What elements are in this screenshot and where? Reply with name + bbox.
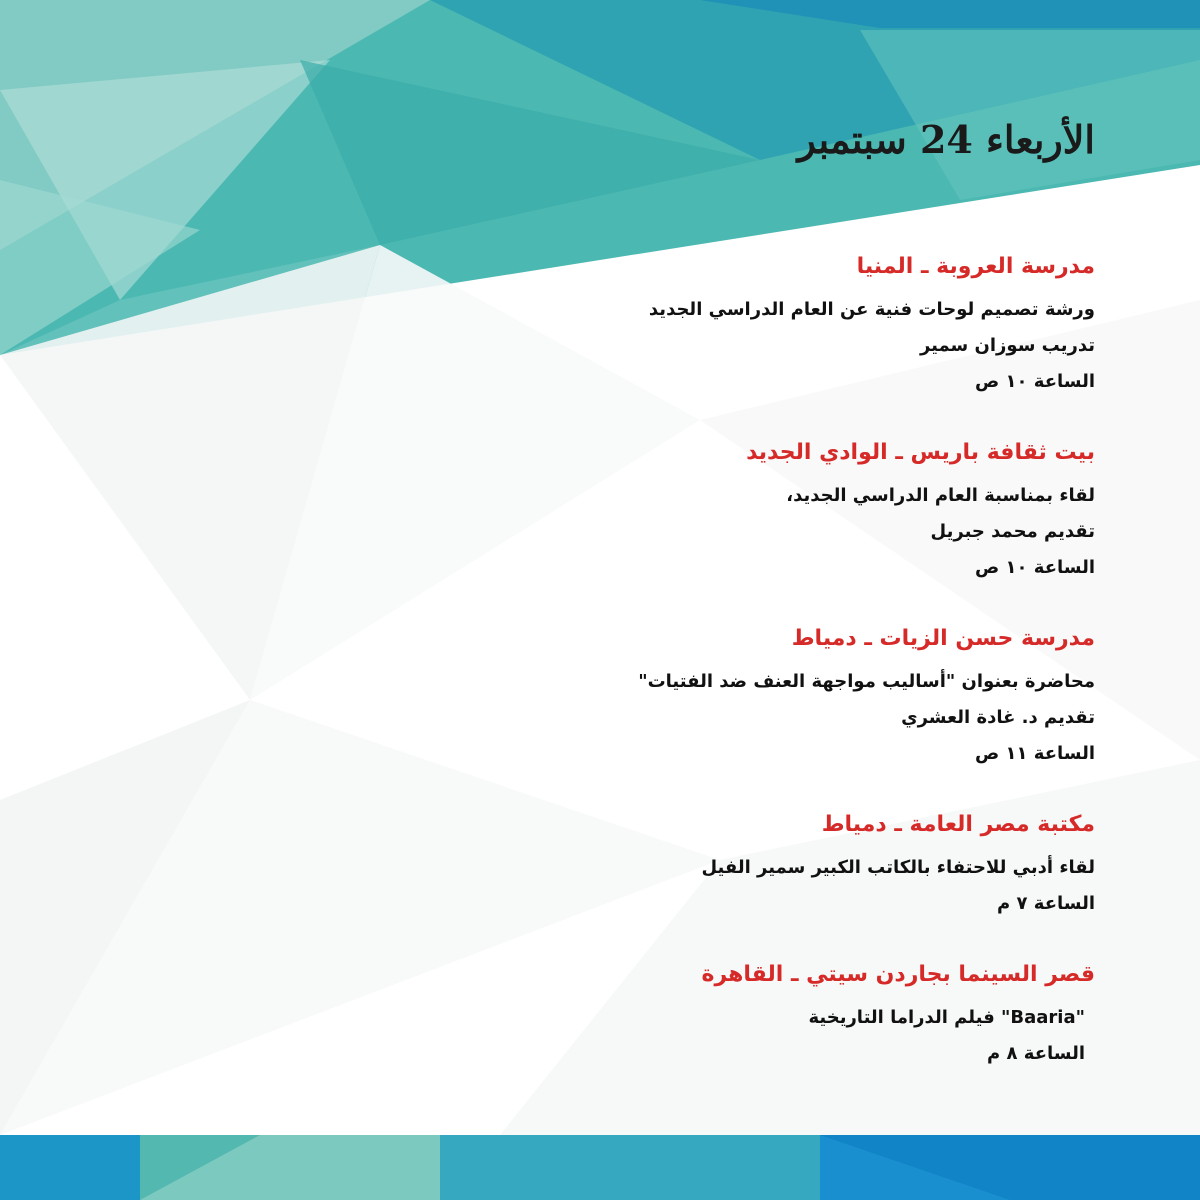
event-description: "Baaria" فيلم الدراما التاريخية [808, 1007, 1085, 1028]
event-presenter: تدريب سوزان سمير [919, 335, 1095, 356]
event-description: ورشة تصميم لوحات فنية عن العام الدراسي الجديد [648, 299, 1095, 320]
event-description: محاضرة بعنوان "أساليب مواجهة العنف ضد الفتيات" [638, 671, 1095, 692]
event-presenter: تقديم د. غادة العشري [901, 707, 1095, 728]
event-item [235, 806, 1095, 922]
event-description: لقاء أدبي للاحتفاء بالكاتب الكبير سمير الفيل [701, 857, 1095, 878]
event-venue: قصر السينما بجاردن سيتي ـ القاهرة [701, 962, 1095, 987]
event-time: الساعة ٨ م [987, 1043, 1085, 1064]
event-time: الساعة ١٠ ص [975, 371, 1095, 392]
schedule-content [235, 112, 1095, 1072]
event-presenter: تقديم محمد جبريل [930, 521, 1095, 542]
event-description: لقاء بمناسبة العام الدراسي الجديد، [786, 485, 1095, 506]
event-item [235, 620, 1095, 772]
event-time: الساعة ١٠ ص [975, 557, 1095, 578]
event-venue: بيت ثقافة باريس ـ الوادي الجديد [746, 440, 1095, 465]
event-venue: مدرسة العروبة ـ المنيا [856, 254, 1095, 279]
event-item [235, 956, 1095, 1072]
date-title: الأربعاء 24 سبتمبر [797, 117, 1095, 162]
event-item [235, 434, 1095, 586]
event-venue: مدرسة حسن الزيات ـ دمياط [791, 626, 1095, 651]
event-time: الساعة ٧ م [997, 893, 1095, 914]
event-venue: مكتبة مصر العامة ـ دمياط [821, 812, 1095, 837]
event-time: الساعة ١١ ص [975, 743, 1095, 764]
event-item [235, 248, 1095, 400]
